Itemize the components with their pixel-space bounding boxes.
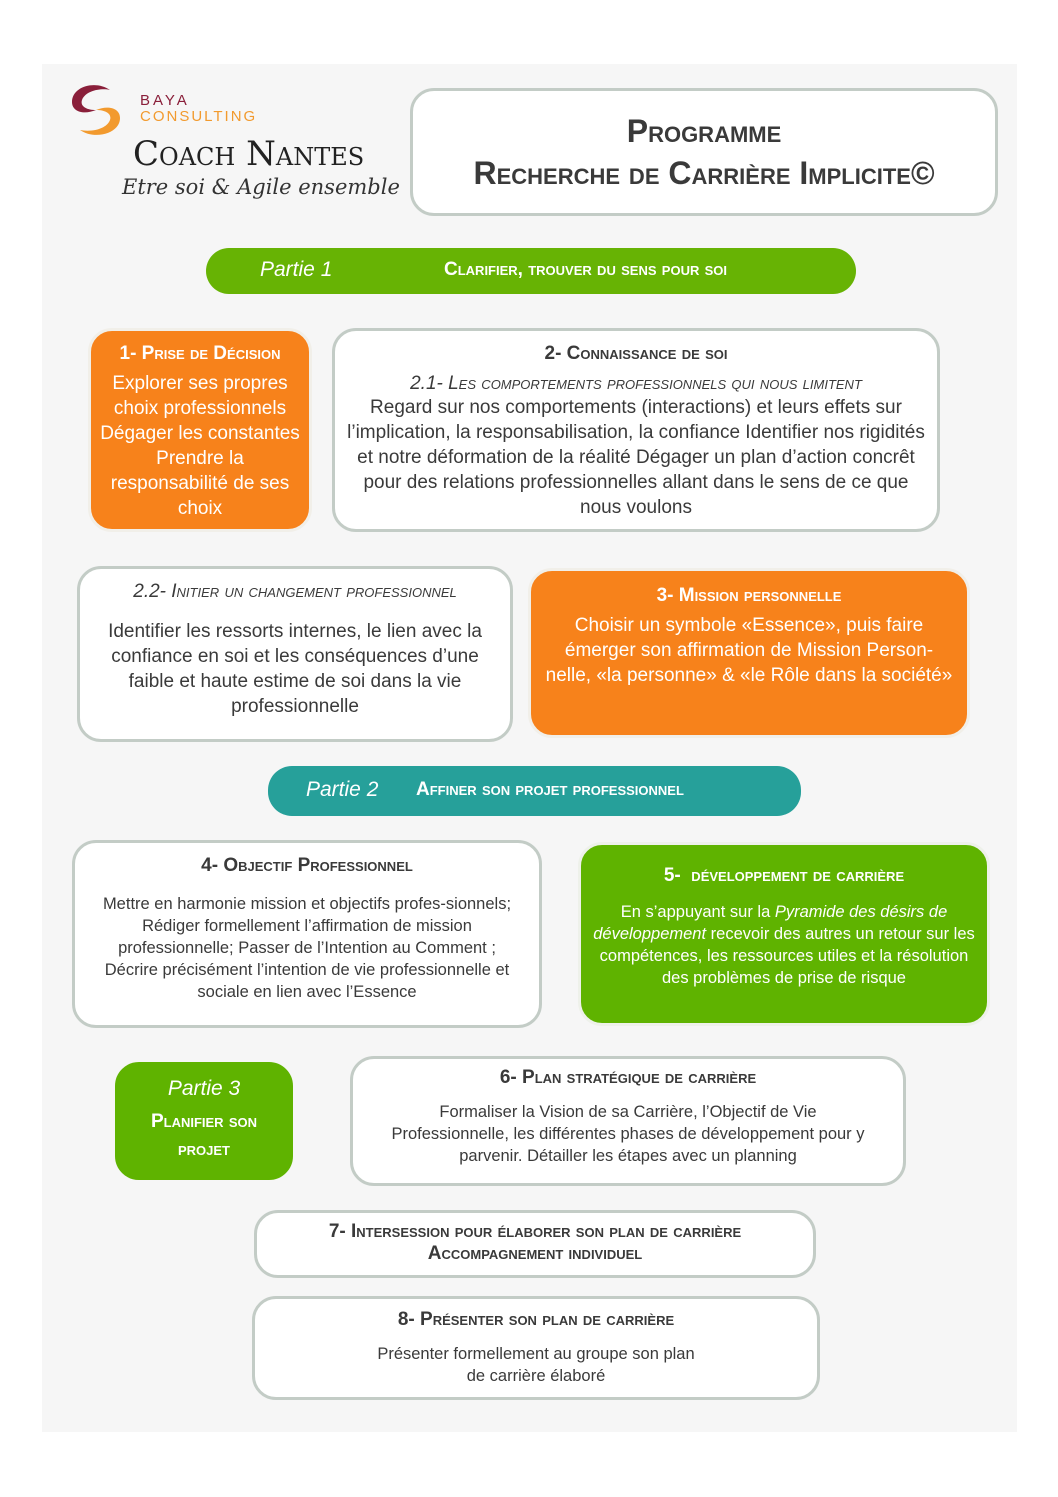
section2-box [332,328,940,532]
part2-banner [268,766,801,816]
section3-box [528,568,970,738]
part3-title-line1: Planifier son [150,1111,258,1132]
part3-box [115,1062,293,1180]
section5-title: 5- développement de carrière [663,865,905,886]
baya-logo-icon [66,82,126,138]
part3-label: Partie 3 [167,1077,241,1100]
part2-label: Partie 2 [306,778,379,801]
section2-body: Regard sur nos comportements (interactions) et leurs effets sur l’implication, la responsabilisation, la confiance Identifier nos rigidités et notre déformation de la réalité Dégager un plan d’action concrêt pour des relations professionnelles allant dans le sens de ce que nous voulons [347,397,925,518]
section3-title: 3- Mission personnelle [656,585,842,606]
section7-line2: Accompagnement individuel [427,1243,643,1264]
section1-box [88,328,312,532]
section8-body: Présenter formellement au groupe son plan de carrière élaboré [377,1345,695,1385]
section1-title: 1- Prise de Décision [119,343,281,364]
program-title-box [410,88,998,216]
section8-box [252,1296,820,1400]
section22-title: 2.2- Initier un changement professionnel [133,581,457,602]
section6-box [350,1056,906,1186]
tagline: Etre soi & Agile ensemble [122,175,400,199]
section4-title: 4- Objectif Professionnel [201,855,413,876]
section7-line1: 7- Intersession pour élaborer son plan de carrière [328,1221,742,1242]
section6-title: 6- Plan stratégique de carrière [499,1067,757,1088]
brand-line1: BAYA [140,92,190,109]
section22-body: Identifier les ressorts internes, le lien avec la confiance en soi et les conséquences d’une faible et haute estime de soi dans la vie professionnelle [108,621,482,717]
part1-banner [206,248,856,294]
brand-line2: CONSULTING [140,108,258,125]
part1-label: Partie 1 [260,258,333,281]
program-title-line2: Recherche de Carrière Implicite© [473,155,935,191]
section6-body: Formaliser la Vision de sa Carrière, l’Objectif de Vie Professionnelle, les différentes phases de développement pour y parvenir. Détailler les étapes avec un planning [391,1103,865,1165]
part3-title-line2: projet [177,1139,230,1160]
section2-subtitle: 2.1- Les comportements professionnels qui nous limitent [410,373,862,394]
coach-title: Coach Nantes [133,134,365,174]
section5-body-post: recevoir des autres un retour sur les compétences, les ressources utiles et la résolution des problèmes de prise de risque [599,925,975,987]
section5-body [591,901,977,989]
section5-box [578,842,990,1026]
part1-title: Clarifier, trouver du sens pour soi [444,259,728,280]
section3-body: Choisir un symbole «Essence», puis faire émerger son affirmation de Mission Person-nelle, «la personne» & «le Rôle dans la société» [545,615,953,686]
section5-body-em: Pyramide des désirs de développement [593,903,948,943]
section2-title: 2- Connaissance de soi [544,343,728,364]
section7-box [254,1210,816,1278]
section22-box [77,566,513,742]
program-title-line1: Programme [626,113,782,149]
section5-body-pre: En s’appuyant sur la [620,903,775,921]
section4-body: Mettre en harmonie mission et objectifs profes-sionnels; Rédiger formellement l’affirmation de mission professionnelle; Passer de l’Intention au Comment ; Décrire précisément l’intention de vie professionnelle et sociale en lien avec l’Essence [102,895,512,1001]
section8-title: 8- Présenter son plan de carrière [397,1309,675,1330]
part2-title: Affiner son projet professionnel [416,779,684,800]
section4-box [72,840,542,1028]
section1-body: Explorer ses propres choix professionnels Dégager les constantes Prendre la responsabilité de ses choix [100,373,300,519]
